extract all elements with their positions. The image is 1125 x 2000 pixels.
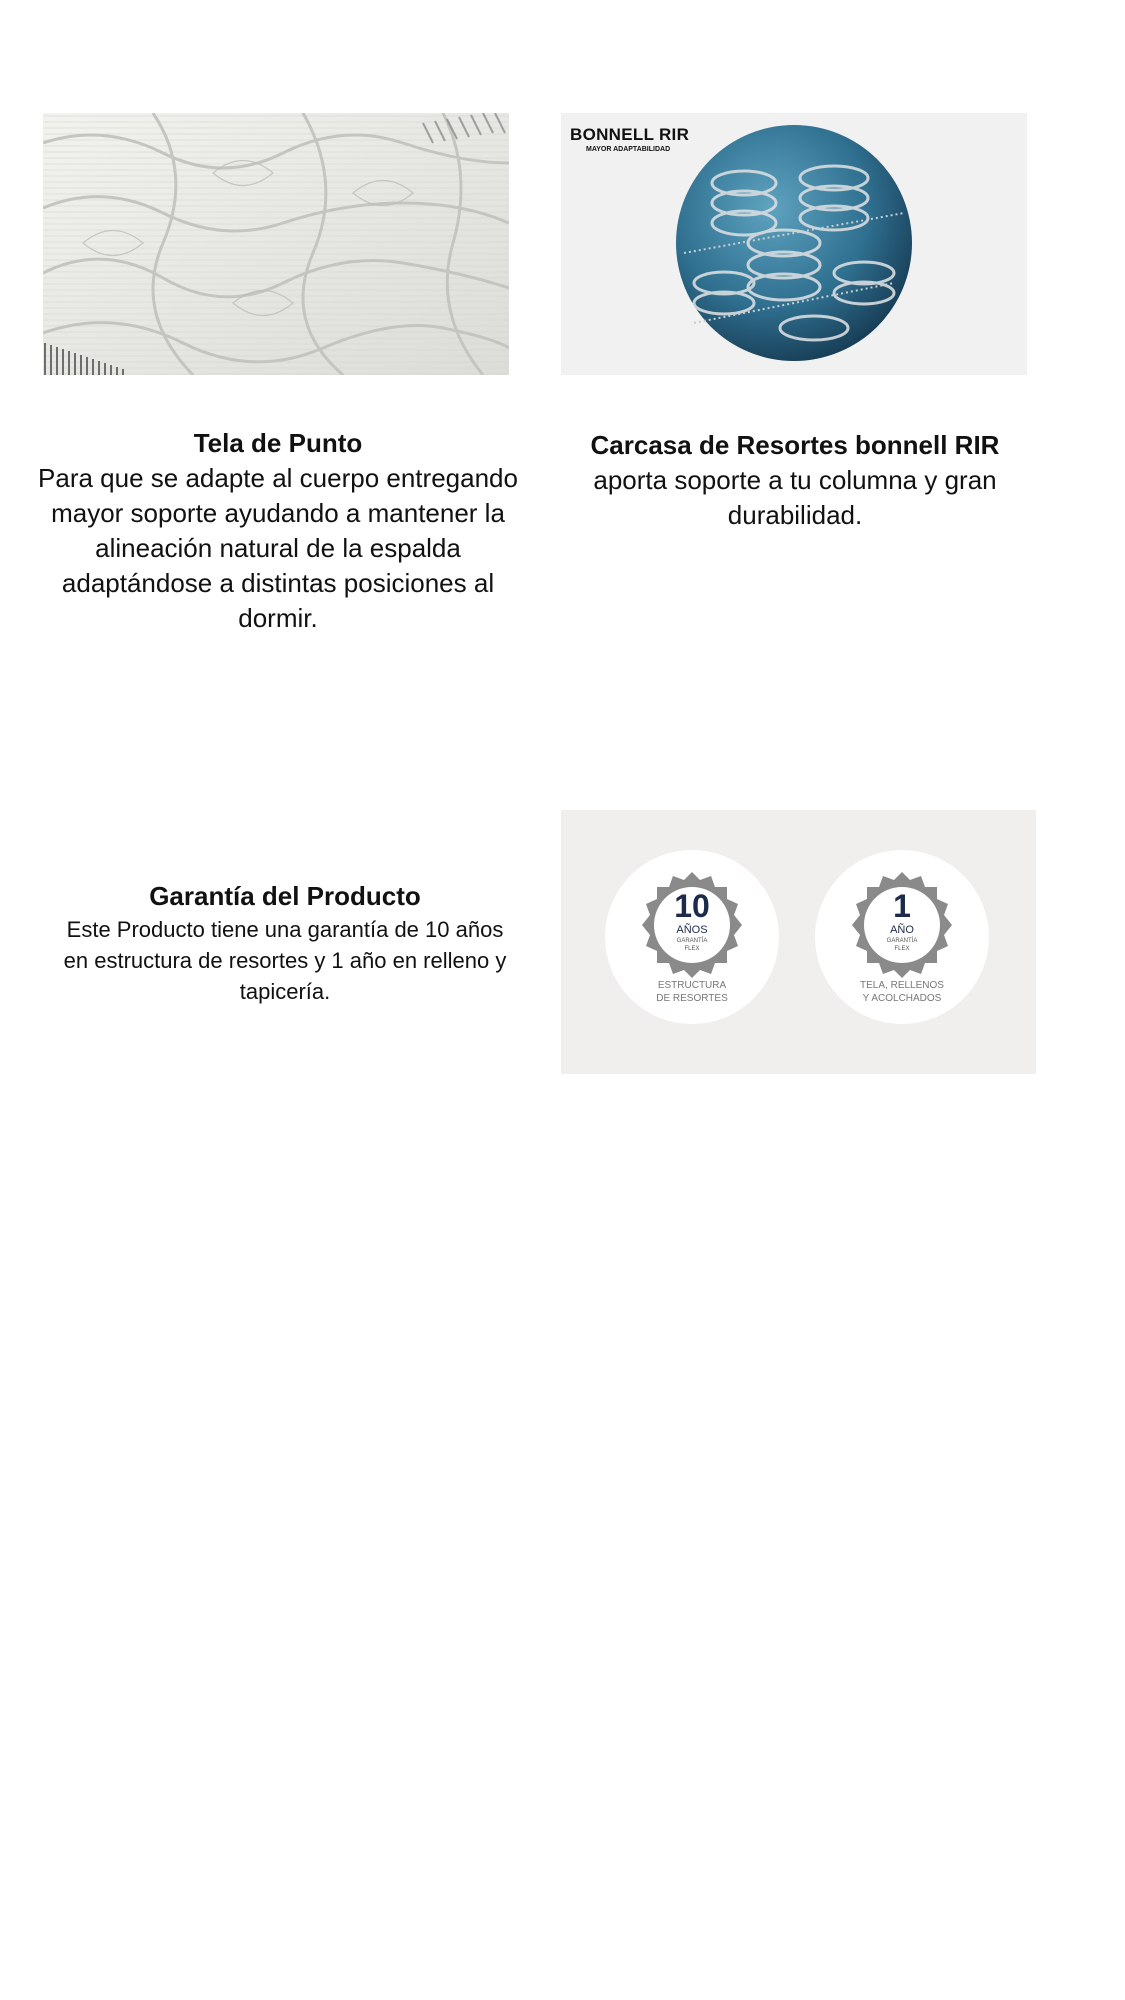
badge-caption-2: Y ACOLCHADOS: [862, 993, 942, 1004]
badge-caption-2: DE RESORTES: [656, 993, 728, 1004]
fabric-feature-title: Tela de Punto: [193, 428, 363, 458]
badge-tag-2: FLEX: [684, 946, 700, 952]
warranty-feature-title: Garantía del Producto: [149, 881, 421, 911]
springs-subheading: MAYOR ADAPTABILIDAD: [586, 146, 671, 153]
fabric-feature-text: [38, 425, 518, 636]
warranty-badge-10-years: [605, 850, 779, 1024]
warranty-feature-text: [60, 878, 510, 1007]
quilted-fabric-image: [43, 113, 509, 375]
badge-tag: GARANTÍA: [676, 938, 708, 944]
warranty-badge-1-year: [815, 850, 989, 1024]
badge-tag-2: FLEX: [894, 946, 910, 952]
springs-feature-title: Carcasa de Resortes bonnell RIR: [590, 430, 1000, 460]
badge-number: 10: [674, 888, 710, 924]
badge-caption: TELA, RELLENOS: [860, 980, 944, 991]
springs-feature-description: aporta soporte a tu columna y gran durabilidad.: [593, 465, 997, 530]
badge-tag: GARANTÍA: [886, 938, 918, 944]
badge-number: 1: [893, 888, 911, 924]
quilted-fabric-illustration: [43, 113, 509, 375]
fabric-feature-description: Para que se adapte al cuerpo entregando mayor soporte ayudando a mantener la alineación natural de la espalda adaptándose a distintas posiciones al dormir.: [38, 463, 518, 633]
badge-unit: AÑO: [890, 924, 914, 936]
springs-feature-text: [560, 427, 1030, 533]
badge-caption: ESTRUCTURA: [657, 980, 727, 991]
springs-heading: BONNELL RIR: [570, 125, 690, 144]
badge-unit: AÑOS: [676, 924, 708, 936]
warranty-badges-image: [561, 810, 1036, 1074]
warranty-feature-description: Este Producto tiene una garantía de 10 años en estructura de resortes y 1 año en relleno y tapicería.: [63, 917, 507, 1004]
spring-sphere-illustration: [674, 123, 914, 363]
bonnell-springs-image: [561, 113, 1027, 375]
